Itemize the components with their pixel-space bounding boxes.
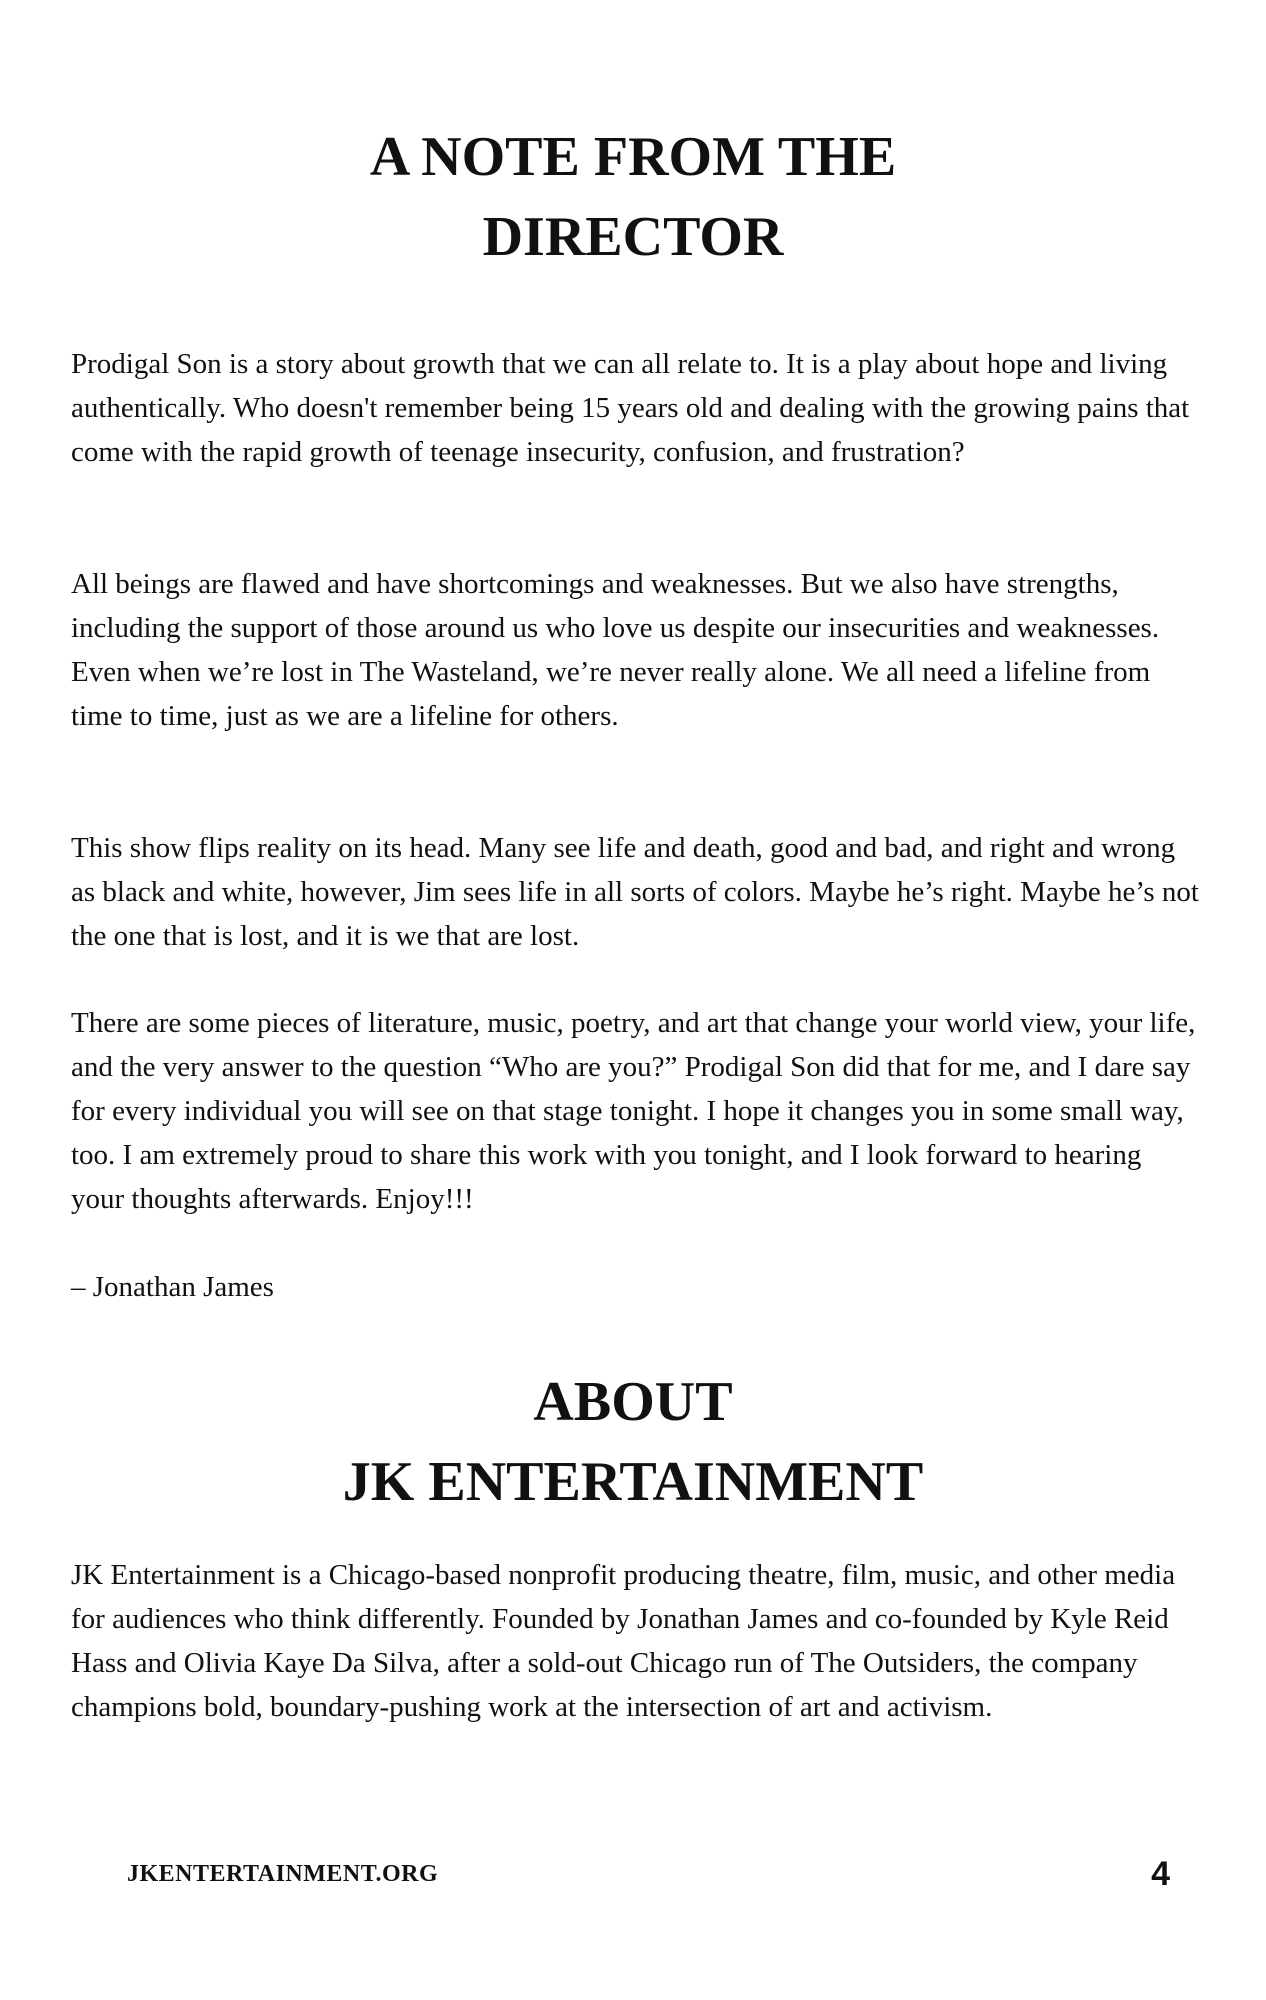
about-heading-line2: JK ENTERTAINMENT <box>342 1451 924 1513</box>
page-number: 4 <box>1151 1855 1170 1893</box>
director-note-heading-line1: A NOTE FROM THE <box>369 126 897 188</box>
director-note-paragraph-4: There are some pieces of literature, music, poetry, and art that change your world view, your life, and the very answer to the question “Who are you?” Prodigal Son did that for me, and I dare say for every individual you will see on that stage tonight. I hope it changes you in some small way, too. I am extremely proud to share this work with you tonight, and I look forward to hearing your thoughts afterwards. Enjoy!!! <box>71 1007 1196 1215</box>
about-heading <box>0 1362 1266 1522</box>
director-note-heading-line2: DIRECTOR <box>482 206 784 268</box>
director-note-paragraph-1: Prodigal Son is a story about growth that we can all relate to. It is a play about hope and living authentically. Who doesn't remember being 15 years old and dealing with the growing pains that come with the rapid growth of teenage insecurity, confusion, and frustration? <box>71 348 1190 468</box>
about-paragraph: JK Entertainment is a Chicago-based nonprofit producing theatre, film, music, and other media for audiences who think differently. Founded by Jonathan James and co-founded by Kyle Reid Hass and Olivia Kaye Da Silva, after a sold-out Chicago run of The Outsiders, the company champions bold, boundary-pushing work at the intersection of art and activism. <box>71 1559 1176 1723</box>
footer-website: JKENTERTAINMENT.ORG <box>127 1861 439 1887</box>
about-heading-line1: ABOUT <box>533 1371 733 1433</box>
director-signature: – Jonathan James <box>71 1271 274 1303</box>
director-note-paragraph-3: This show flips reality on its head. Many see life and death, good and bad, and right and wrong as black and white, however, Jim sees life in all sorts of colors. Maybe he’s right. Maybe he’s not the one that is lost, and it is we that are lost. <box>71 832 1199 952</box>
director-note-paragraph-2: All beings are flawed and have shortcomings and weaknesses. But we also have strengths, including the support of those around us who love us despite our insecurities and weaknesses. Even when we’re lost in The Wasteland, we’re never really alone. We all need a lifeline from time to time, just as we are a lifeline for others. <box>71 568 1160 732</box>
director-note-heading <box>0 117 1266 277</box>
